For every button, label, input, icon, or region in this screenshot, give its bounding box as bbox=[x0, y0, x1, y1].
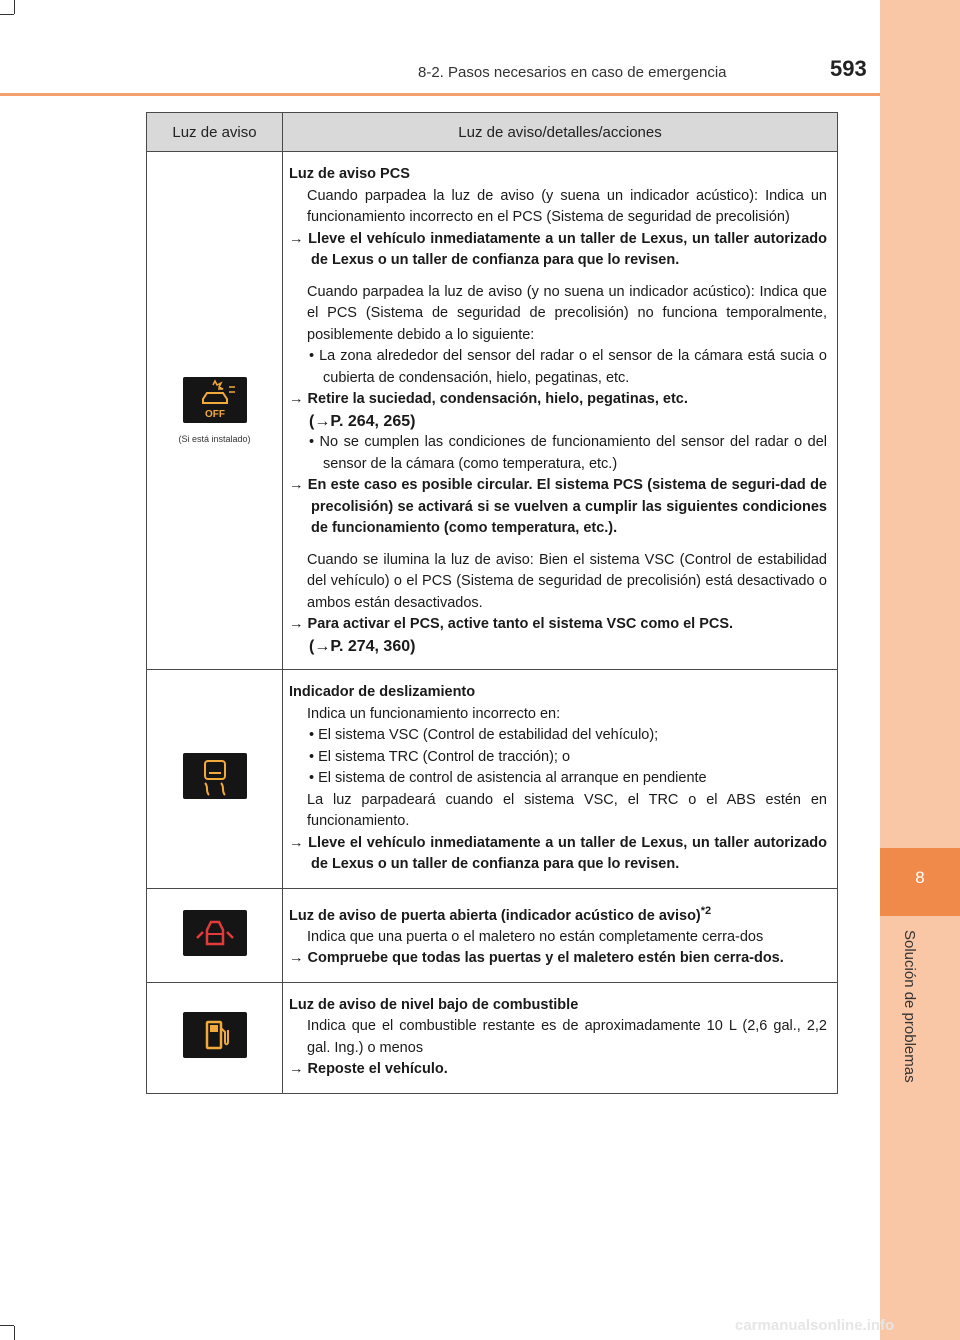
details-cell bbox=[283, 888, 838, 982]
warning-lights-table bbox=[146, 112, 838, 1094]
slip-indicator-icon bbox=[183, 753, 247, 799]
action-text: → Lleve el vehículo inmediatamente a un taller de Lexus, un taller autorizado de Lexus o un taller de confianza para que lo revisen. bbox=[289, 834, 827, 872]
paragraph: La luz parpadeará cuando el sistema VSC, el TRC o el ABS estén en funcionamiento. bbox=[307, 791, 827, 829]
crop-mark bbox=[0, 1325, 14, 1326]
action-text: → En este caso es posible circular. El sistema PCS (sistema de seguri-dad de precolisión) se activará si se vuelven a cumplir las siguientes condiciones de funcionamiento (como temperatura, etc.). bbox=[289, 477, 827, 536]
page-reference: (→P. 274, 360) bbox=[309, 637, 416, 655]
row-title: Luz de aviso PCS bbox=[289, 166, 410, 182]
action-text: → Lleve el vehículo inmediatamente a un taller de Lexus, un taller autorizado de Lexus o un taller de confianza para que lo revisen. bbox=[289, 230, 827, 268]
crop-mark bbox=[0, 14, 14, 15]
icon-caption: (Si está instalado) bbox=[178, 434, 251, 444]
chapter-number: 8 bbox=[915, 868, 925, 887]
watermark: carmanualsonline.info bbox=[735, 1317, 895, 1334]
action-text: → Compruebe que todas las puertas y el maletero estén bien cerra-dos. bbox=[289, 950, 784, 967]
page-number: 593 bbox=[830, 56, 867, 81]
details-cell bbox=[283, 152, 838, 670]
table-header-row bbox=[147, 113, 838, 152]
icon-cell bbox=[147, 888, 283, 982]
crop-mark bbox=[14, 0, 15, 14]
action-text: → Para activar el PCS, active tanto el sistema VSC como el PCS. bbox=[289, 616, 734, 632]
bullet-item: • El sistema VSC (Control de estabilidad del vehículo); bbox=[309, 727, 659, 743]
table-row bbox=[147, 982, 838, 1093]
row-title: Luz de aviso de nivel bajo de combustible bbox=[289, 996, 579, 1013]
table-row bbox=[147, 152, 838, 670]
row-title: Indicador de deslizamiento bbox=[289, 684, 476, 700]
pcs-off-icon bbox=[183, 377, 247, 423]
pcs-off-label: OFF bbox=[204, 409, 225, 420]
footnote-marker: *2 bbox=[700, 904, 712, 917]
section-heading: 8-2. Pasos necesarios en caso de emergencia bbox=[418, 64, 727, 81]
crop-mark bbox=[14, 1326, 15, 1340]
paragraph: Indica que el combustible restante es de aproximadamente 10 L (2,6 gal., 2,2 gal. Ing.) o menos bbox=[307, 1018, 827, 1056]
action-text: → Reposte el vehículo. bbox=[289, 1061, 448, 1078]
open-door-icon bbox=[183, 910, 247, 956]
low-fuel-icon bbox=[183, 1012, 247, 1058]
details-cell bbox=[283, 982, 838, 1093]
chapter-side-tab bbox=[880, 0, 960, 1340]
table-row bbox=[147, 888, 838, 982]
header-rule bbox=[0, 93, 880, 96]
paragraph: Indica que una puerta o el maletero no están completamente cerra-dos bbox=[307, 928, 764, 945]
bullet-item: • La zona alrededor del sensor del radar o el sensor de la cámara está sucia o cubierta de condensación, hielo, pegatinas, etc. bbox=[309, 348, 827, 386]
chapter-title: Solución de problemas bbox=[901, 930, 918, 1083]
bullet-item: • El sistema de control de asistencia al arranque en pendiente bbox=[309, 770, 707, 786]
icon-cell bbox=[147, 670, 283, 889]
row-title-text: Luz de aviso de puerta abierta (indicador acústico de aviso) bbox=[289, 907, 701, 924]
bullet-item: • El sistema TRC (Control de tracción); o bbox=[309, 748, 571, 765]
page-reference: (→P. 264, 265) bbox=[309, 412, 416, 430]
column-header-light: Luz de aviso bbox=[147, 113, 283, 152]
action-text: → Retire la suciedad, condensación, hielo, pegatinas, etc. bbox=[289, 391, 688, 407]
column-header-details: Luz de aviso/detalles/acciones bbox=[283, 113, 838, 152]
details-cell bbox=[283, 670, 838, 889]
paragraph: Cuando se ilumina la luz de aviso: Bien el sistema VSC (Control de estabilidad del vehículo) o el PCS (Sistema de seguridad de precolisión) está desactivado o ambos están desactivados. bbox=[307, 551, 827, 611]
paragraph: Cuando parpadea la luz de aviso (y no suena un indicador acústico): Indica que el PCS (Sistema de seguridad de precolisión) no funciona temporalmente, posiblemente debido a lo siguiente: bbox=[307, 283, 827, 343]
table-row bbox=[147, 670, 838, 889]
icon-cell bbox=[147, 152, 283, 670]
paragraph: Indica un funcionamiento incorrecto en: bbox=[307, 705, 561, 722]
paragraph: Cuando parpadea la luz de aviso (y suena un indicador acústico): Indica un funcionamiento incorrecto en el PCS (Sistema de seguridad de precolisión) bbox=[307, 187, 827, 225]
bullet-item: • No se cumplen las condiciones de funcionamiento del sensor del radar o del sensor de la cámara (como temperatura, etc.) bbox=[309, 434, 827, 472]
row-title bbox=[289, 901, 827, 927]
icon-cell bbox=[147, 982, 283, 1093]
